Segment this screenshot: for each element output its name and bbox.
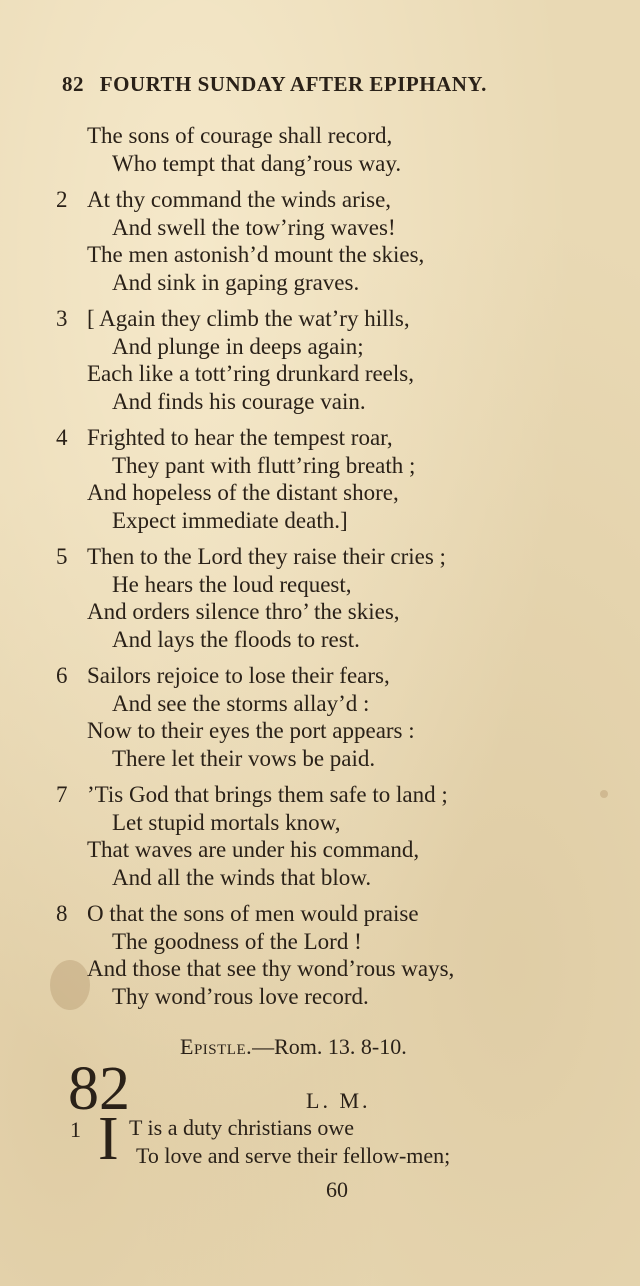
verse-line: Expect immediate death.] [112,507,348,533]
verse-number: 8 [56,901,68,926]
verse-5 [0,543,640,653]
hymn-number: 82 [68,1055,130,1123]
header-title: FOURTH SUNDAY AFTER EPIPHANY. [99,72,487,96]
running-header [62,72,487,97]
verse-line: Let stupid mortals know, [112,809,341,835]
epistle-label: Epistle. [180,1034,253,1059]
verse-3 [0,305,640,415]
verse-line: T is a duty christians owe [129,1115,355,1140]
verse-2 [0,186,640,296]
verse-line: The men astonish’d mount the skies, [87,242,425,267]
verse-line: [ Again they climb the wat’ry hills, [87,306,410,331]
verse-number: 5 [56,544,68,569]
drop-cap: I [98,1105,119,1173]
verse-line: And plunge in deeps again; [112,333,364,359]
verse-line: O that the sons of men would praise [87,901,419,926]
verse-number: 4 [56,425,68,450]
verse-8 [0,900,640,1010]
hymn-first-lines [0,1114,450,1170]
verse-line: And those that see thy wond’rous ways, [87,956,455,981]
verse-line: They pant with flutt’ring breath ; [112,452,416,478]
verse-line: And all the winds that blow. [112,864,372,890]
verse-line: And finds his courage vain. [112,388,366,414]
verse-line: That waves are under his command, [87,837,420,862]
epistle-reference [180,1034,407,1060]
verse-line: And see the storms allay’d : [112,690,370,716]
verse-continuation [0,122,640,177]
verse-line: Who tempt that dang’rous way. [112,150,402,176]
verse-line: Then to the Lord they raise their cries ; [87,544,446,569]
verse-number: 6 [56,663,68,688]
verse-number: 1 [70,1117,81,1142]
verse-number: 7 [56,782,68,807]
verse-line: Now to their eyes the port appears : [87,718,415,743]
verse-line: And swell the tow’ring waves! [112,214,396,240]
verse-line: Frighted to hear the tempest roar, [87,425,393,450]
verse-line: At thy command the winds arise, [87,187,392,212]
header-page-number: 82 [62,72,84,96]
folio-number: 60 [326,1177,348,1202]
verse-number: 2 [56,187,68,212]
verse-line: The goodness of the Lord ! [112,928,362,954]
hymn-meter: L. M. [306,1088,371,1113]
verse-line: And sink in gaping graves. [112,269,360,295]
verse-4 [0,424,640,534]
verse-6 [0,662,640,772]
verse-line: Thy wond’rous love record. [112,983,369,1009]
verse-line: He hears the loud request, [112,571,352,597]
verse-line: There let their vows be paid. [112,745,376,771]
verse-line: And lays the floods to rest. [112,626,360,652]
verse-line: Sailors rejoice to lose their fears, [87,663,390,688]
verse-line: The sons of courage shall record, [87,123,393,148]
hymn-verses [0,122,640,1019]
verse-line: ’Tis God that brings them safe to land ; [87,782,448,807]
verse-number: 3 [56,306,68,331]
verse-7 [0,781,640,891]
verse-line: To love and serve their fellow-men; [136,1143,451,1168]
epistle-citation: —Rom. 13. 8-10. [252,1034,407,1059]
verse-line: And orders silence thro’ the skies, [87,599,400,624]
verse-line: And hopeless of the distant shore, [87,480,399,505]
verse-line: Each like a tott’ring drunkard reels, [87,361,414,386]
